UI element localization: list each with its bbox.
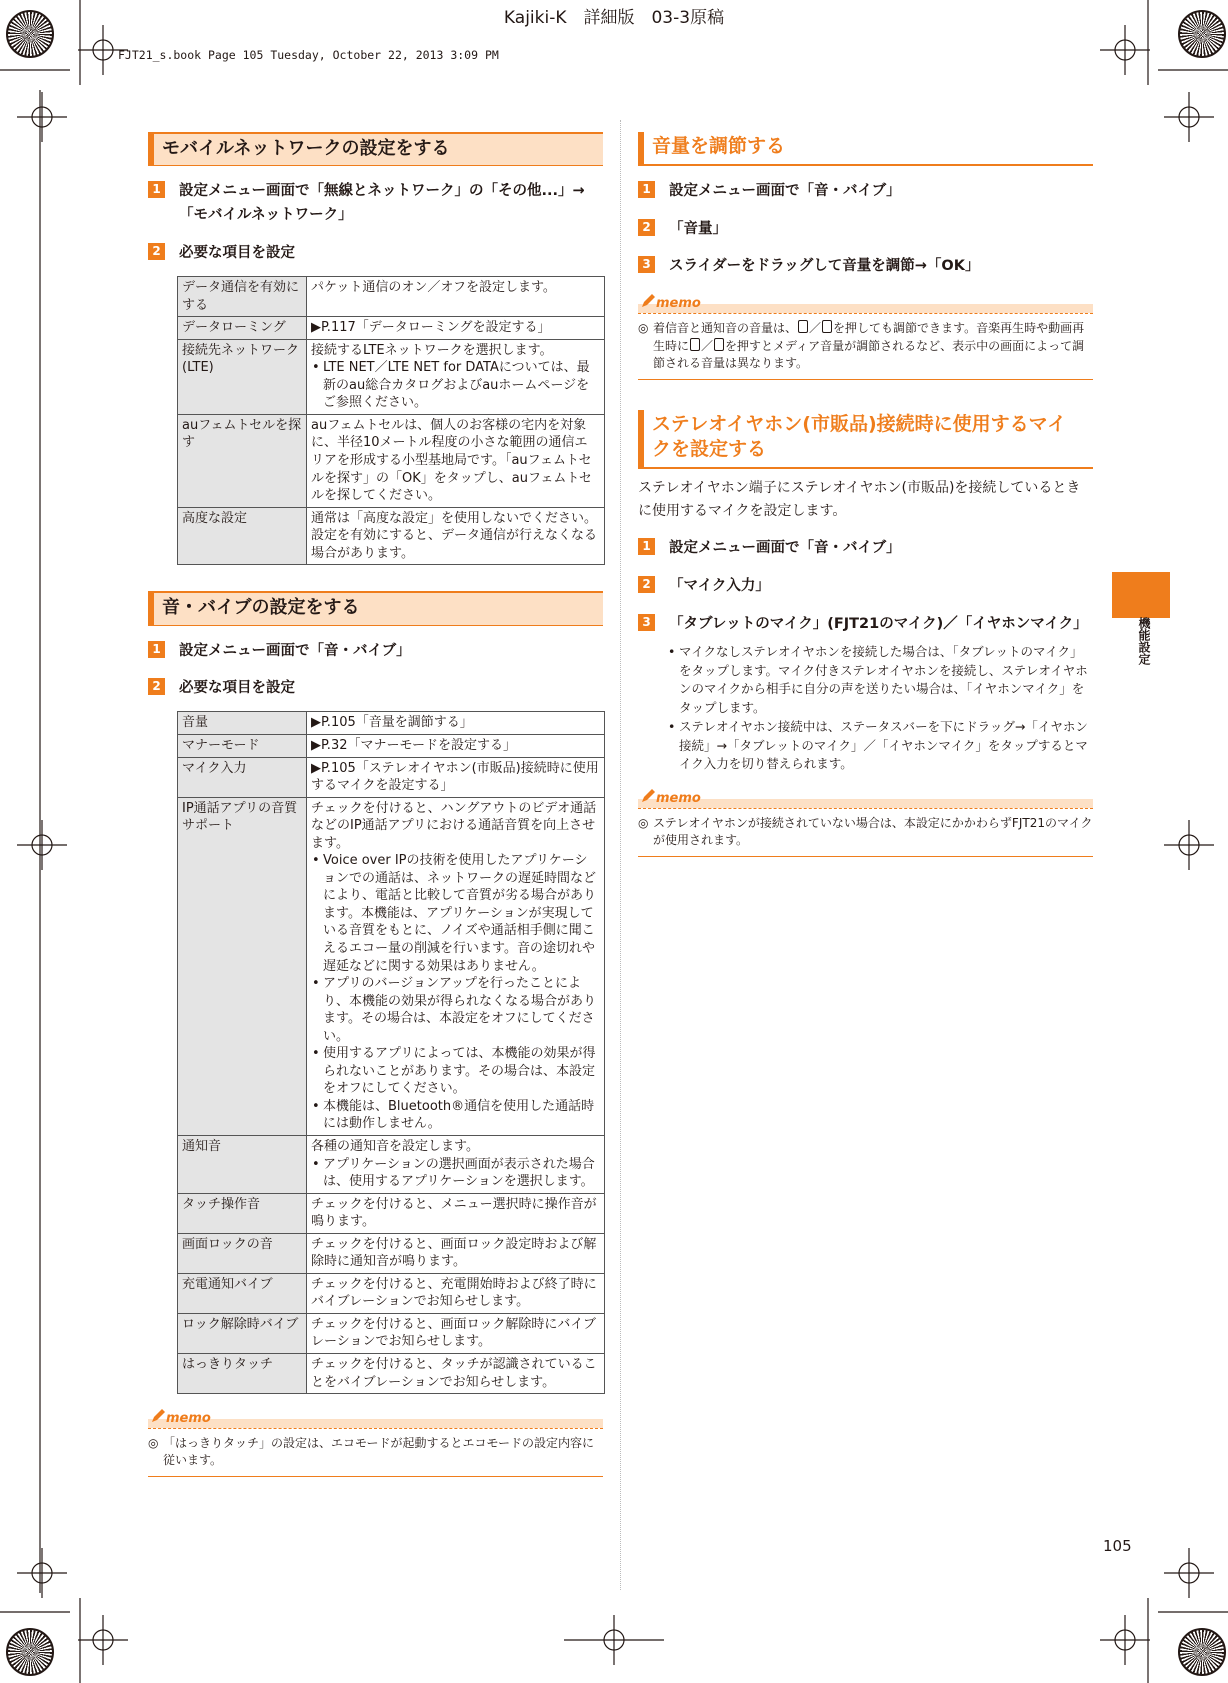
memo-box bbox=[638, 788, 1093, 857]
memo-body bbox=[638, 809, 1093, 857]
table-row bbox=[178, 797, 605, 1135]
setting-desc bbox=[307, 277, 605, 317]
step-number: 1 bbox=[148, 181, 165, 198]
desc-line: 接続するLTEネットワークを選択します。 bbox=[311, 342, 553, 358]
desc-line: ▶P.117「データローミングを設定する」 bbox=[311, 320, 551, 336]
table-row bbox=[178, 734, 605, 757]
section-intro: ステレオイヤホン端子にステレオイヤホン(市販品)を接続しているときに使用するマイクを設定します。 bbox=[638, 479, 1081, 519]
chapter-tab bbox=[1112, 572, 1170, 618]
pencil-icon bbox=[640, 293, 656, 309]
desc-line: チェックを付けると、メニュー選択時に操作音が鳴ります。 bbox=[311, 1196, 597, 1230]
volume-up-key-icon bbox=[798, 320, 808, 333]
memo-box bbox=[638, 293, 1093, 379]
section-heading-volume: 音量を調節する bbox=[638, 132, 1093, 166]
setting-name: 通知音 bbox=[178, 1135, 307, 1193]
step-text: スライダーをドラッグして音量を調節→「OK」 bbox=[669, 258, 980, 275]
setting-desc bbox=[307, 1193, 605, 1233]
volume-down-key-icon bbox=[822, 320, 832, 333]
step-text: 設定メニュー画面で「音・バイブ」 bbox=[179, 642, 411, 659]
step-number: 2 bbox=[638, 576, 655, 593]
memo-text: を押しても調節できます。音楽再生時や動画再生時に bbox=[653, 321, 1085, 353]
setting-desc bbox=[307, 757, 605, 797]
setting-desc bbox=[307, 414, 605, 507]
desc-line: チェックを付けると、タッチが認識されていることをバイブレーションでお知らせします。 bbox=[311, 1357, 597, 1390]
desc-bullet: • アプリのバージョンアップを行ったことにより、本機能の効果が得られなくなる場合があります。その場合は、本設定をオフにしてください。 bbox=[311, 975, 600, 1045]
document-header: Kajiki-K 詳細版 03-3原稿 bbox=[503, 8, 725, 28]
memo-text: を押すとメディア音量が調節されるなど、表示中の画面によって調節される音量は異なります。 bbox=[653, 338, 1085, 371]
step-number: 2 bbox=[148, 678, 165, 695]
settings-table-sound bbox=[177, 711, 605, 1394]
memo-label: memo bbox=[656, 296, 701, 312]
setting-name: はっきりタッチ bbox=[178, 1354, 307, 1394]
memo-header bbox=[638, 788, 1093, 809]
setting-name: 接続先ネットワーク(LTE) bbox=[178, 339, 307, 414]
desc-bullet: • 使用するアプリによっては、本機能の効果が得られないことがあります。その場合は、本設定をオフにしてください。 bbox=[311, 1045, 600, 1098]
page-number: 105 bbox=[1103, 1537, 1132, 1555]
memo-separator: ／ bbox=[701, 338, 714, 353]
table-row bbox=[178, 1273, 605, 1313]
memo-item bbox=[638, 320, 1093, 372]
setting-desc bbox=[307, 317, 605, 340]
memo-separator: ／ bbox=[809, 321, 822, 336]
table-row bbox=[178, 277, 605, 317]
step bbox=[638, 537, 1093, 561]
memo-label: memo bbox=[166, 1411, 211, 1427]
note-bullet: • ステレオイヤホン接続中は、ステータスバーを下にドラッグ→「イヤホン接続」→「タブレットのマイク」／「イヤホンマイク」をタップするとマイク入力を切り替えられます。 bbox=[667, 718, 1093, 774]
volume-down-key-icon bbox=[714, 338, 724, 351]
setting-desc bbox=[307, 734, 605, 757]
setting-desc bbox=[307, 1313, 605, 1353]
setting-desc bbox=[307, 1135, 605, 1193]
book-info-line: FJT21_s.book Page 105 Tuesday, October 22, 2013 3:09 PM bbox=[118, 48, 499, 62]
desc-line: ▶P.32「マナーモードを設定する」 bbox=[311, 737, 516, 753]
desc-line: 通常は「高度な設定」を使用しないでください。設定を有効にすると、データ通信が行えなくなる場合があります。 bbox=[311, 510, 598, 561]
table-row bbox=[178, 1135, 605, 1193]
step-number: 1 bbox=[638, 181, 655, 198]
desc-line: パケット通信のオン／オフを設定します。 bbox=[311, 280, 556, 296]
section-heading-earphone-mic: ステレオイヤホン(市販品)接続時に使用するマイクを設定する bbox=[638, 410, 1093, 469]
setting-name: ロック解除時バイブ bbox=[178, 1313, 307, 1353]
table-row bbox=[178, 317, 605, 340]
pencil-icon bbox=[640, 788, 656, 804]
setting-desc bbox=[307, 339, 605, 414]
memo-body bbox=[148, 1429, 603, 1477]
settings-table-mobile bbox=[177, 276, 605, 565]
volume-up-key-icon bbox=[690, 338, 700, 351]
step bbox=[638, 255, 1093, 279]
table-row bbox=[178, 1313, 605, 1353]
step-number: 2 bbox=[148, 243, 165, 260]
desc-line: auフェムトセルは、個人のお客様の宅内を対象に、半径10メートル程度の小さな範囲の通信エリアを形成する小型基地局です。「auフェムトセルを探す」の「OK」をタップし、auフェムトセルを探してください。 bbox=[311, 417, 592, 504]
table-row bbox=[178, 1233, 605, 1273]
desc-bullet: • 本機能は、Bluetooth®通信を使用した通話時には動作しません。 bbox=[311, 1098, 600, 1133]
step bbox=[148, 242, 603, 266]
step-text: 「音量」 bbox=[669, 220, 727, 237]
step bbox=[638, 218, 1093, 242]
step-text: 設定メニュー画面で「音・バイブ」 bbox=[669, 182, 901, 199]
memo-label: memo bbox=[656, 791, 701, 807]
memo-item: ◎ ステレオイヤホンが接続されていない場合は、本設定にかかわらずFJT21のマイクが使用されます。 bbox=[638, 815, 1093, 850]
setting-name: 高度な設定 bbox=[178, 507, 307, 565]
desc-line: チェックを付けると、画面ロック設定時および解除時に通知音が鳴ります。 bbox=[311, 1236, 597, 1270]
step bbox=[148, 677, 603, 701]
step-number: 3 bbox=[638, 256, 655, 273]
memo-header bbox=[148, 1408, 603, 1429]
desc-bullet: • LTE NET／LTE NET for DATAについては、最新のau総合カタログおよびauホームページをご参照ください。 bbox=[311, 359, 600, 412]
setting-name: データ通信を有効にする bbox=[178, 277, 307, 317]
setting-name: 音量 bbox=[178, 712, 307, 735]
step-text: 必要な項目を設定 bbox=[179, 245, 295, 262]
step-text: 設定メニュー画面で「音・バイブ」 bbox=[669, 540, 901, 557]
setting-desc bbox=[307, 797, 605, 1135]
memo-body bbox=[638, 314, 1093, 379]
step bbox=[638, 180, 1093, 204]
step-number: 2 bbox=[638, 219, 655, 236]
memo-item: ◎ 「はっきりタッチ」の設定は、エコモードが起動するとエコモードの設定内容に従います。 bbox=[148, 1435, 603, 1470]
table-row bbox=[178, 757, 605, 797]
desc-line: チェックを付けると、充電開始時および終了時にバイブレーションでお知らせします。 bbox=[311, 1276, 597, 1310]
setting-desc bbox=[307, 712, 605, 735]
table-row bbox=[178, 1354, 605, 1394]
setting-name: auフェムトセルを探す bbox=[178, 414, 307, 507]
memo-text: 着信音と通知音の音量は、 bbox=[653, 321, 798, 336]
setting-desc bbox=[307, 1233, 605, 1273]
setting-name: タッチ操作音 bbox=[178, 1193, 307, 1233]
step-text: 「マイク入力」 bbox=[669, 577, 770, 594]
step-notes bbox=[667, 643, 1093, 774]
pencil-icon bbox=[150, 1408, 166, 1424]
left-column bbox=[148, 132, 603, 1477]
setting-desc bbox=[307, 507, 605, 565]
step-text: 「タブレットのマイク」(FJT21のマイク)／「イヤホンマイク」 bbox=[669, 615, 1088, 632]
step bbox=[638, 613, 1093, 637]
step-text: 必要な項目を設定 bbox=[179, 680, 295, 697]
memo-header bbox=[638, 293, 1093, 314]
setting-name: マナーモード bbox=[178, 734, 307, 757]
table-row bbox=[178, 712, 605, 735]
right-column bbox=[638, 132, 1093, 857]
section-heading-sound-vibe: 音・バイブの設定をする bbox=[148, 591, 603, 625]
step bbox=[148, 640, 603, 664]
step-number: 1 bbox=[638, 538, 655, 555]
step-number: 3 bbox=[638, 614, 655, 631]
setting-name: 画面ロックの音 bbox=[178, 1233, 307, 1273]
table-row bbox=[178, 1193, 605, 1233]
desc-line: 各種の通知音を設定します。 bbox=[311, 1138, 479, 1154]
memo-box bbox=[148, 1408, 603, 1477]
setting-desc bbox=[307, 1273, 605, 1313]
setting-name: IP通話アプリの音質サポート bbox=[178, 797, 307, 1135]
table-row bbox=[178, 339, 605, 414]
desc-line: ▶P.105「音量を調節する」 bbox=[311, 715, 473, 731]
chapter-tab-label: 機能設定 bbox=[1137, 617, 1151, 665]
table-row bbox=[178, 507, 605, 565]
note-bullet: • マイクなしステレオイヤホンを接続した場合は、「タブレットのマイク」をタップします。マイク付きステレオイヤホンを接続し、ステレオイヤホンのマイクから相手に自分の声を送りたい場合は、「イヤホンマイク」をタップします。 bbox=[667, 643, 1093, 718]
step-text: 設定メニュー画面で「無線とネットワーク」の「その他...」→「モバイルネットワーク」 bbox=[179, 183, 585, 224]
table-row bbox=[178, 414, 605, 507]
desc-bullet: • アプリケーションの選択画面が表示された場合は、使用するアプリケーションを選択します。 bbox=[311, 1156, 600, 1191]
desc-bullet: • Voice over IPの技術を使用したアプリケーションでの通話は、ネットワークの遅延時間などにより、電話と比較して音質が劣る場合があります。本機能は、アプリケーションが実現している音質をもとに、ノイズや通話相手側に聞こえるエコー量の削減を行います。音の途切れや遅延などに関する効果はありません。 bbox=[311, 852, 600, 975]
step bbox=[148, 180, 603, 228]
step-number: 1 bbox=[148, 641, 165, 658]
setting-name: データローミング bbox=[178, 317, 307, 340]
desc-line: ▶P.105「ステレオイヤホン(市販品)接続時に使用するマイクを設定する」 bbox=[311, 760, 599, 794]
desc-line: チェックを付けると、画面ロック解除時にバイブレーションでお知らせします。 bbox=[311, 1316, 596, 1350]
step bbox=[638, 575, 1093, 599]
section-heading-mobile-network: モバイルネットワークの設定をする bbox=[148, 132, 603, 166]
desc-line: チェックを付けると、ハングアウトのビデオ通話などのIP通話アプリにおける通話音質を向上させます。 bbox=[311, 800, 597, 851]
setting-name: マイク入力 bbox=[178, 757, 307, 797]
setting-name: 充電通知バイブ bbox=[178, 1273, 307, 1313]
setting-desc bbox=[307, 1354, 605, 1394]
